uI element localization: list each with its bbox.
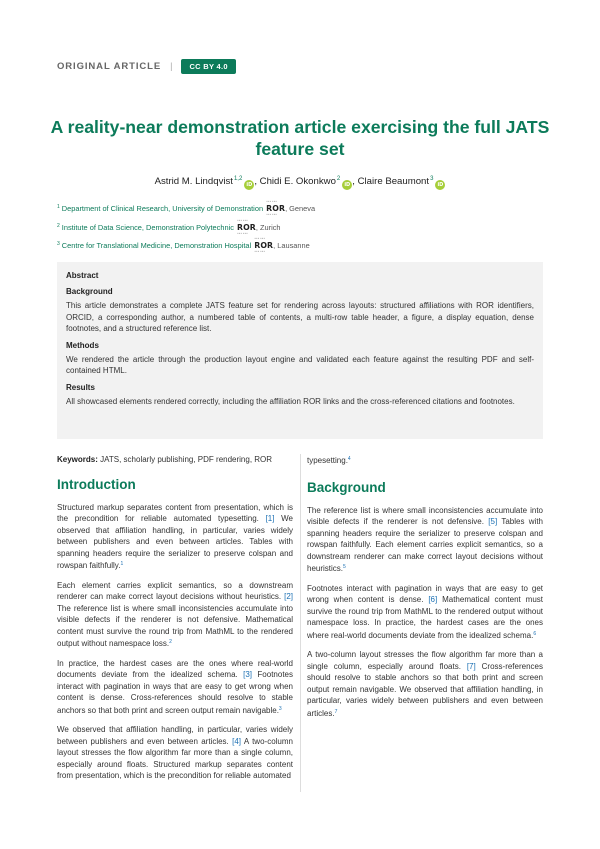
- author-3[interactable]: [358, 176, 446, 187]
- introduction-continued: [307, 454, 543, 467]
- paragraph-text: Footnotes interact with pagination in ways that are easy to get wrong when content is dense.: [307, 583, 543, 604]
- body-paragraph: [307, 583, 543, 642]
- affiliation-link[interactable]: Centre for Translational Medicine, Demonstration Hospital: [61, 241, 252, 250]
- abstract-box: [57, 262, 543, 439]
- author-separator: ,: [254, 176, 260, 187]
- citation-link[interactable]: [5]: [488, 517, 498, 526]
- author-list: [0, 172, 600, 190]
- paragraph-text: A two-column layout stresses the flow algorithm far more than a single column, especially around floats.: [307, 650, 543, 671]
- orcid-icon[interactable]: iD: [435, 180, 445, 190]
- abstract-section-text: All showcased elements rendered correctly, including the affiliation ROR links and the cross-referenced citations and footnotes.: [66, 396, 515, 406]
- section-heading-background: Background: [307, 479, 386, 495]
- paragraph-text: Structured markup separates content from presentation, which is the precondition for reliable automated typesetting.: [57, 502, 293, 523]
- column-divider: [300, 454, 301, 792]
- right-column: [307, 454, 543, 727]
- paragraph-text: The reference list is where small inconsistencies accumulate into visible defects if the renderer is not defensive. Mathematical content must survive the round trip from MathML to the rendered output without namespace loss.: [57, 603, 293, 648]
- author-affiliation-ref[interactable]: 3: [430, 176, 434, 182]
- keywords-label: Keywords:: [57, 455, 98, 464]
- paragraph-text: Mathematical content must survive the round trip from MathML to the rendered output without namespace loss. In practice, the hardest cases are the ones where real-world documents deviate from the idealized schema.: [307, 595, 543, 640]
- affiliation-list: [57, 199, 315, 255]
- author-2[interactable]: [260, 176, 358, 187]
- paragraph-text: A two-column layout stresses the flow algorithm far more than a single column, especially around floats. Structured markup separates content from presentation, which is the precondition for reliable automated: [57, 736, 293, 780]
- background-body: [307, 505, 543, 720]
- body-paragraph: [307, 505, 543, 575]
- abstract-section-title: Methods: [66, 340, 99, 350]
- license-badge[interactable]: CC BY 4.0: [181, 59, 235, 74]
- body-paragraph: [307, 649, 543, 719]
- body-paragraph: [57, 724, 293, 782]
- citation-link[interactable]: [4]: [232, 736, 241, 746]
- footnote-marker[interactable]: 6: [533, 630, 537, 637]
- citation-link[interactable]: [3]: [243, 670, 253, 679]
- citation-link[interactable]: [6]: [428, 595, 438, 604]
- orcid-icon[interactable]: iD: [244, 180, 254, 190]
- left-column: [57, 454, 293, 790]
- author-1[interactable]: [155, 176, 260, 187]
- author-name[interactable]: Chidi E. Okonkwo: [259, 176, 336, 187]
- affiliation-3: [57, 236, 315, 255]
- ror-icon[interactable]: ⋯ ⋯ ROR ⋯ ⋯: [266, 200, 285, 218]
- affiliation-number: 3: [57, 241, 60, 247]
- body-paragraph: [307, 454, 543, 467]
- paragraph-text: typesetting.: [307, 456, 348, 465]
- keywords: [57, 454, 293, 466]
- paragraph-text: Tables with spanning headers require the serializer to preserve colspan and rowspan faithfully. Each element carries explicit semantics, so a downstream renderer can make correct layout decisions without heuristics.: [307, 517, 544, 573]
- abstract-section-title: Background: [66, 287, 113, 296]
- paragraph-text: We observed that affiliation handling, in particular, varies widely between publishers and even between articles. Tables with spanning headers require the serializer to preserve colspan and rowspan faithfully.: [57, 514, 294, 570]
- citation-link[interactable]: [1]: [265, 514, 275, 523]
- footnote-marker[interactable]: 7: [334, 708, 338, 715]
- abstract-section-text: We rendered the article through the production layout engine and validated each feature against the resulting PDF and self-contained HTML.: [66, 354, 534, 376]
- affiliation-city: , Lausanne: [273, 241, 310, 250]
- footnote-marker[interactable]: 4: [347, 456, 351, 462]
- author-name[interactable]: Claire Beaumont: [357, 176, 430, 187]
- footnote-marker[interactable]: 3: [278, 705, 282, 712]
- introduction-body: [57, 502, 293, 782]
- author-name[interactable]: Astrid M. Lindqvist: [154, 176, 233, 187]
- ror-icon[interactable]: ⋯ ⋯ ROR ⋯ ⋯: [254, 237, 273, 255]
- paragraph-text: We observed that affiliation handling, in particular, varies widely between publishers and even between articles.: [57, 725, 293, 746]
- section-heading-introduction: Introduction: [57, 476, 136, 492]
- article-header-bar: [57, 58, 236, 74]
- paragraph-text: The reference list is where small inconsistencies accumulate into visible defects if the renderer is not defensive.: [307, 505, 543, 526]
- paragraph-text: Cross-references should resolve to stable anchors so that both print and screen output remain navigable. We observed that affiliation handling, in particular, varies widely between publishers and even between articles.: [307, 661, 543, 718]
- paragraph-text: Each element carries explicit semantics, so a downstream renderer can make correct layout decisions without heuristics.: [57, 580, 293, 601]
- article-title: A reality-near demonstration article exercising the full JATS feature set: [50, 117, 550, 159]
- author-separator: ,: [352, 176, 358, 187]
- paragraph-text: In practice, the hardest cases are the ones where real-world documents deviate from the idealized schema.: [57, 658, 293, 679]
- body-paragraph: [57, 580, 293, 650]
- article-type-label: ORIGINAL ARTICLE: [57, 60, 162, 72]
- footnote-marker[interactable]: 5: [343, 564, 346, 570]
- abstract-heading: Abstract: [66, 271, 99, 280]
- body-paragraph: [57, 658, 293, 717]
- footnote-marker[interactable]: 2: [169, 639, 172, 645]
- paragraph-text: Footnotes interact with pagination in ways that are easy to get wrong when content is dense. Cross-references should resolve to stable anchors so that both print and screen output remain navigable.: [57, 670, 293, 715]
- author-affiliation-ref[interactable]: 1,2: [233, 176, 243, 182]
- author-affiliation-ref[interactable]: 2: [336, 176, 341, 182]
- abstract-section-text: This article demonstrates a complete JATS feature set for rendering across layouts: structured affiliations with ROR identifiers, ORCID, a corresponding author, a numbered table of contents, a multi-row table header, a figure, a display equation, dense footnotes, and a structured reference list.: [66, 301, 534, 334]
- affiliation-number: 2: [57, 222, 60, 229]
- keywords-text: JATS, scholarly publishing, PDF rendering, ROR: [97, 455, 273, 464]
- affiliation-1: [57, 199, 315, 218]
- affiliation-city: , Geneva: [285, 204, 316, 213]
- citation-link[interactable]: [7]: [466, 661, 476, 671]
- abstract-section-title: Results: [66, 382, 95, 392]
- citation-link[interactable]: [2]: [284, 592, 293, 601]
- body-paragraph: [57, 502, 293, 572]
- ror-icon[interactable]: ⋯ ⋯ ROR ⋯ ⋯: [237, 219, 256, 237]
- footnote-marker[interactable]: 1: [120, 561, 124, 567]
- affiliation-link[interactable]: Institute of Data Science, Demonstration Polytechnic: [61, 222, 234, 232]
- header-separator: |: [170, 61, 173, 71]
- affiliation-link[interactable]: Department of Clinical Research, University of Demonstration: [61, 204, 264, 213]
- affiliation-number: 1: [57, 204, 60, 210]
- affiliation-city: , Zurich: [255, 222, 281, 232]
- orcid-icon[interactable]: iD: [342, 180, 352, 190]
